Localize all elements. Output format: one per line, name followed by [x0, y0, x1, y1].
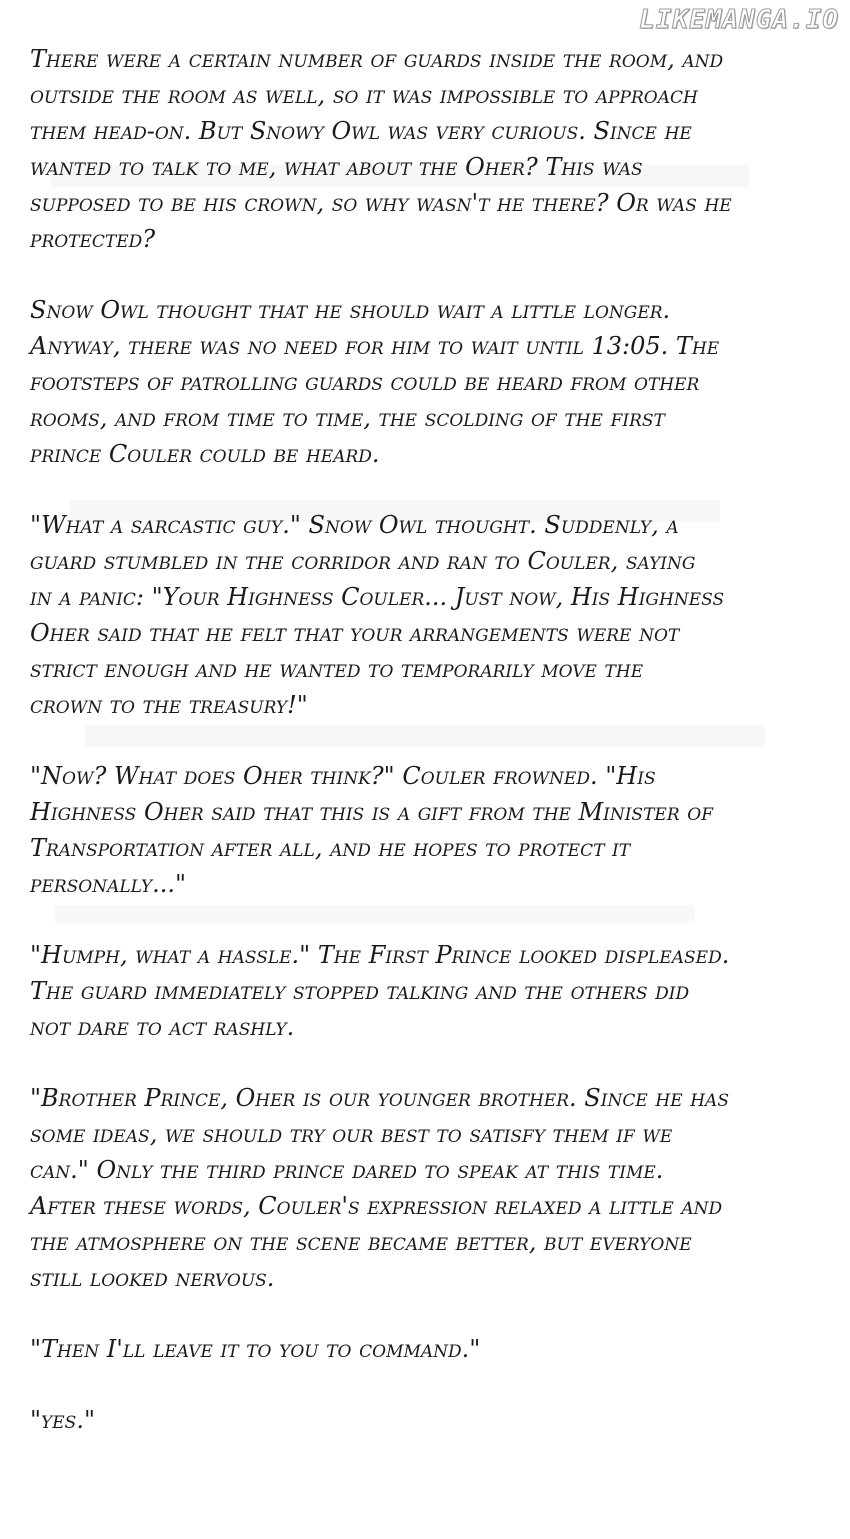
paragraph: "What a sarcastic guy." Snow Owl thought. Suddenly, a guard stumbled in the corridor and ran to Couler, saying in a panic: "Your Highness Couler... Just now, His Highness Oher said that he felt that your arrangements were not strict enough and he wanted to temporarily move the crown to the treasury!" [30, 511, 725, 719]
paragraph: "Then I'll leave it to you to command." [30, 1335, 481, 1363]
paragraph: There were a certain number of guards inside the room, and outside the room as well, so it was impossible to approach them head-on. But Snowy Owl was very curious. Since he wanted to talk to me, what about the Oher? This was supposed to be his crown, so why wasn't he there? Or was he protected? [30, 45, 732, 253]
paragraph: "yes." [30, 1406, 95, 1434]
paragraph: "Brother Prince, Oher is our younger brother. Since he has some ideas, we should try our best to satisfy them if we can." Only the third prince dared to speak at this time. After these words, Couler's expression relaxed a little and the atmosphere on the scene became better, but everyone still looked nervous. [30, 1084, 729, 1292]
paragraph: "Now? What does Oher think?" Couler frowned. "His Highness Oher said that this is a gift from the Minister of Transportation after all, and he hopes to protect it personally..." [30, 762, 713, 898]
chapter-text [30, 41, 835, 1473]
site-watermark: LIKEMANGA.IO [639, 5, 839, 35]
paragraph: Snow Owl thought that he should wait a little longer. Anyway, there was no need for him to wait until 13:05. The footsteps of patrolling guards could be heard from other rooms, and from time to time, the scolding of the first prince Couler could be heard. [30, 296, 720, 468]
paragraph: "Humph, what a hassle." The First Prince looked displeased. The guard immediately stopped talking and the others did not dare to act rashly. [30, 941, 730, 1041]
